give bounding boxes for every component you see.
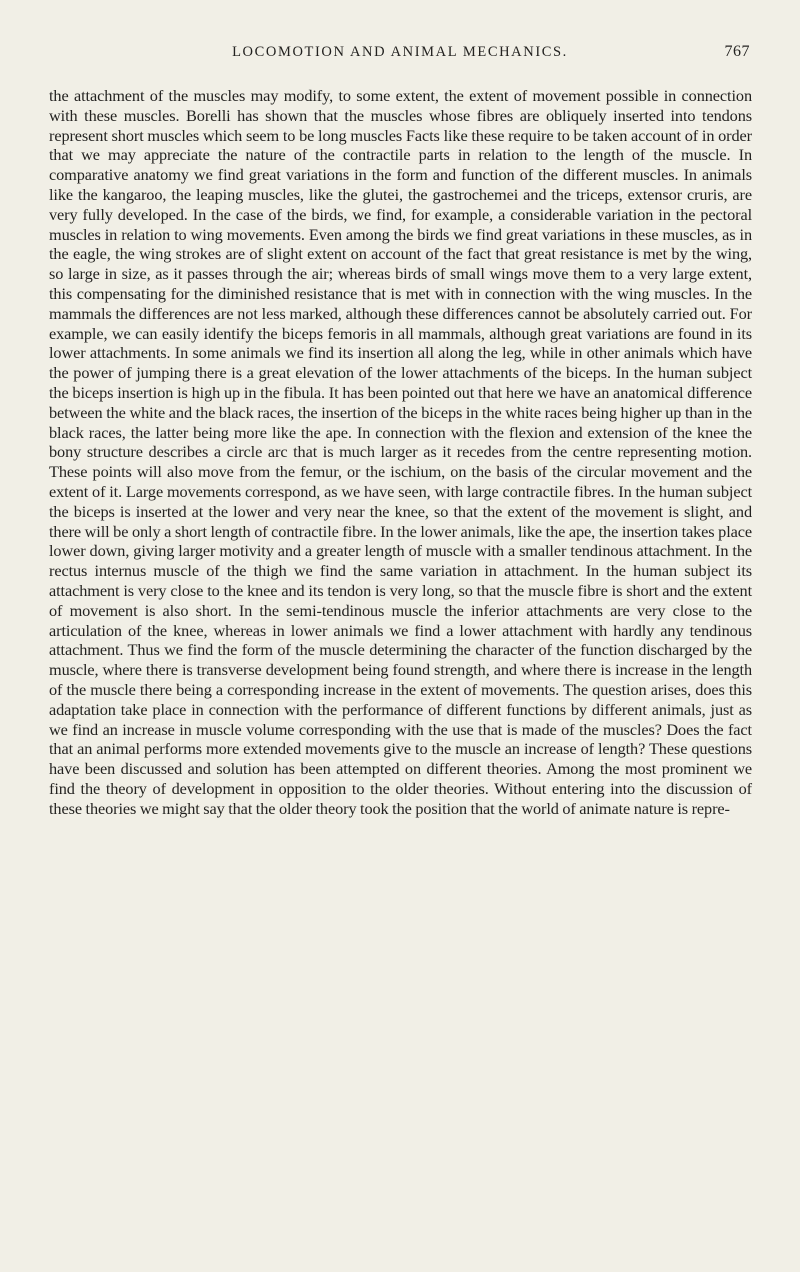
running-head: [50, 44, 750, 68]
running-head-title: LOCOMOTION AND ANIMAL MECHANICS.: [232, 44, 568, 60]
page-number: 767: [724, 43, 750, 60]
body-paragraph: the attachment of the muscles may modify, to some extent, the extent of movement possible in connection with these muscles. Borelli has shown that the muscles whose fibres are obliquely inserted into tendons represent short muscles which seem to be long muscles Facts like these require to be taken account of in order that we may appreciate the nature of the contractile parts in relation to the length of the muscle. In comparative anatomy we find great variations in the form and function of the different muscles. In animals like the kangaroo, the leaping muscles, like the glutei, the gastrochemei and the triceps, extensor cruris, are very fully developed. In the case of the birds, we find, for example, a considerable variation in the pectoral muscles in relation to wing movements. Even among the birds we find great variations in these muscles, as in the eagle, the wing strokes are of slight extent on account of the fact that great resistance is met by the wing, so large in size, as it passes through the air; whereas birds of small wings move them to a very large extent, this compensating for the diminished resistance that is met with in connection with the wing muscles. In the mammals the differences are not less marked, although these differences cannot be absolutely carried out. For example, we can easily identify the biceps femoris in all mammals, although great variations are found in its lower attachments. In some animals we find its insertion all along the leg, while in other animals which have the power of jumping there is a great elevation of the lower attachments of the biceps. In the human subject the biceps insertion is high up in the fibula. It has been pointed out that here we have an anatomical difference between the white and the black races, the insertion of the biceps in the white races being higher up than in the black races, the latter being more like the ape. In connection with the flexion and extension of the knee the bony structure describes a circle arc that is much larger as it recedes from the centre representing motion. These points will also move from the femur, or the ischium, on the basis of the circular movement and the extent of it. Large movements correspond, as we have seen, with large contractile fibres. In the human subject the biceps is inserted at the lower and very near the knee, so that the extent of the movement is slight, and there will be only a short length of contractile fibre. In the lower animals, like the ape, the insertion takes place lower down, giving larger motivity and a greater length of muscle with a smaller tendinous attachment. In the rectus internus muscle of the thigh we find the same variation in attachment. In the human subject its attachment is very close to the knee and its tendon is very long, so that the muscle fibre is short and the extent of movement is also short. In the semi-tendinous muscle the inferior attachments are very close to the articulation of the knee, whereas in lower animals we find a lower attachment with hardly any tendinous attachment. Thus we find the form of the muscle determining the character of the function discharged by the muscle, where there is transverse development being found strength, and where there is increase in the length of the muscle there being a corresponding increase in the extent of movements. The question arises, does this adaptation take place in connection with the performance of different functions by different animals, just as we find an increase in muscle volume corresponding with the use that is made of the muscles? Does the fact that an animal performs more extended movements give to the muscle an increase of length? These questions have been discussed and solution has been attempted on different theories. Among the most prominent we find the theory of development in opposition to the older theories. Without entering into the discussion of these theories we might say that the older theory took the position that the world of animate nature is repre-: [49, 86, 752, 818]
